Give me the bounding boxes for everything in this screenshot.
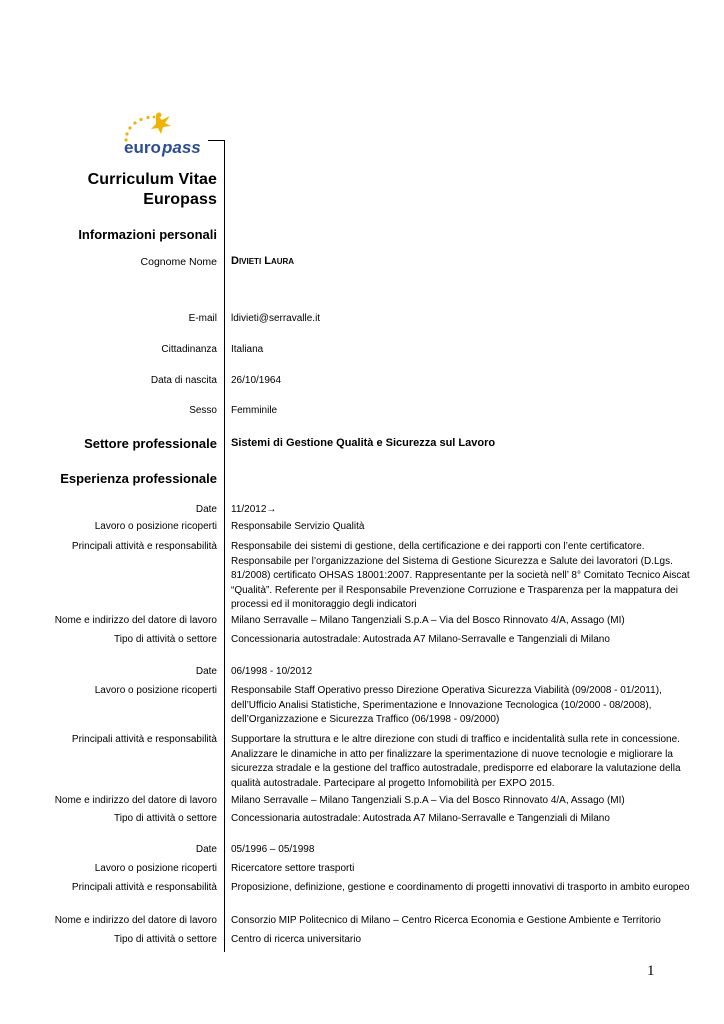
type-label: Tipo di attività o settore xyxy=(113,634,217,645)
birth-value: 26/10/1964 xyxy=(231,375,282,386)
entry-role: Ricercatore settore trasporti xyxy=(231,863,355,874)
sector-value: Sistemi di Gestione Qualità e Sicurezza sul Lavoro xyxy=(231,437,496,449)
entry-employer: Milano Serravalle – Milano Tangenziali S.p.A – Via del Bosco Rinnovato 4/A, Assago (MI) xyxy=(231,615,625,626)
date-label: Date xyxy=(195,844,217,855)
entry-date: 11/2012→ xyxy=(231,504,277,515)
vertical-divider xyxy=(224,140,225,952)
name-label: Cognome Nome xyxy=(140,256,217,268)
top-divider-tick xyxy=(208,140,225,141)
entry-date: 05/1996 – 05/1998 xyxy=(231,844,315,855)
entry-type: Concessionaria autostradale: Autostrada A7 Milano-Serravalle e Tangenziali di Milano xyxy=(231,813,610,824)
experience-heading: Esperienza professionale xyxy=(60,471,217,486)
entry-activities: Proposizione, definizione, gestione e coordinamento di progetti innovativi di trasporto in ambito europeo xyxy=(231,882,690,893)
employer-label: Nome e indirizzo del datore di lavoro xyxy=(54,915,217,926)
logo-euro-text: euro xyxy=(124,138,161,157)
sex-label: Sesso xyxy=(189,405,217,416)
europass-logo xyxy=(118,112,228,164)
email-label: E-mail xyxy=(188,313,217,324)
activities-label: Principali attività e responsabilità xyxy=(71,734,217,745)
sector-heading: Settore professionale xyxy=(84,436,217,451)
document-title xyxy=(88,170,217,210)
entry-activities: Supportare la struttura e le altre direzione con studi di traffico e incidentalità sulla rete in concessione. Analizzare le dinamiche in atto per finalizzare la sperimentazione di nuove tecnologie e migliorare la sicurezza stradale e la gestione del traffico autostradale, predisporre ed elaborare la valutazione della qualità autostradale. Partecipare al progetto Infomobilità per EXPO 2015. xyxy=(231,734,681,789)
page-number: 1 xyxy=(647,963,655,979)
employer-label: Nome e indirizzo del datore di lavoro xyxy=(54,795,217,806)
entry-type: Concessionaria autostradale: Autostrada A7 Milano-Serravalle e Tangenziali di Milano xyxy=(231,634,610,645)
activities-label: Principali attività e responsabilità xyxy=(71,541,217,552)
entry-type: Centro di ricerca universitario xyxy=(231,934,362,945)
entry-employer: Milano Serravalle – Milano Tangenziali S.p.A – Via del Bosco Rinnovato 4/A, Assago (MI) xyxy=(231,795,625,806)
logo-pass-text: pass xyxy=(162,138,201,157)
employer-label: Nome e indirizzo del datore di lavoro xyxy=(54,615,217,626)
date-label: Date xyxy=(195,666,217,677)
role-label: Lavoro o posizione ricoperti xyxy=(94,521,217,532)
entry-employer: Consorzio MIP Politecnico di Milano – Centro Ricerca Economia e Gestione Ambiente e Territorio xyxy=(231,915,661,926)
email-value: ldivieti@serravalle.it xyxy=(231,313,321,324)
entry-activities: Responsabile dei sistemi di gestione, della certificazione e dei rapporti con l’ente certificatore. Responsabile per l’organizzazione del Sistema di Gestione Sicurezza e Salute dei lavoratori (D.Lgs. 81/2008) certificato OHSAS 18001:2007. Rappresentante per la società nell’ 8° Comitato Tecnico Aiscat “Qualità”. Referente per il Responsabile Prevenzione Corruzione e Trasparenza per la mappatura dei processi ed il monitoraggio degli indicatori xyxy=(231,541,690,610)
entry-date: 06/1998 - 10/2012 xyxy=(231,666,313,677)
role-label: Lavoro o posizione ricoperti xyxy=(94,685,217,696)
name-value: Divieti Laura xyxy=(231,255,295,267)
entry-role: Responsabile Staff Operativo presso Direzione Operativa Sicurezza Viabilità (09/2008 - 01/2011), dell’Ufficio Analisi Statistiche, Sperimentazione e Innovazione Tecnologica (10/2000 - 08/2008), dell’Organizzazione e Sicurezza Traffico (06/1998 - 09/2000) xyxy=(231,685,662,725)
sex-value: Femminile xyxy=(231,405,278,416)
activities-label: Principali attività e responsabilità xyxy=(71,882,217,893)
role-label: Lavoro o posizione ricoperti xyxy=(94,863,217,874)
citizenship-value: Italiana xyxy=(231,344,264,355)
birth-label: Data di nascita xyxy=(150,375,217,386)
entry-role: Responsabile Servizio Qualità xyxy=(231,521,365,532)
title-line-1: Curriculum Vitae xyxy=(87,171,217,188)
title-line-2: Europass xyxy=(143,191,217,208)
type-label: Tipo di attività o settore xyxy=(113,813,217,824)
personal-info-heading: Informazioni personali xyxy=(78,227,217,242)
citizenship-label: Cittadinanza xyxy=(161,344,217,355)
date-label: Date xyxy=(195,504,217,515)
type-label: Tipo di attività o settore xyxy=(113,934,217,945)
